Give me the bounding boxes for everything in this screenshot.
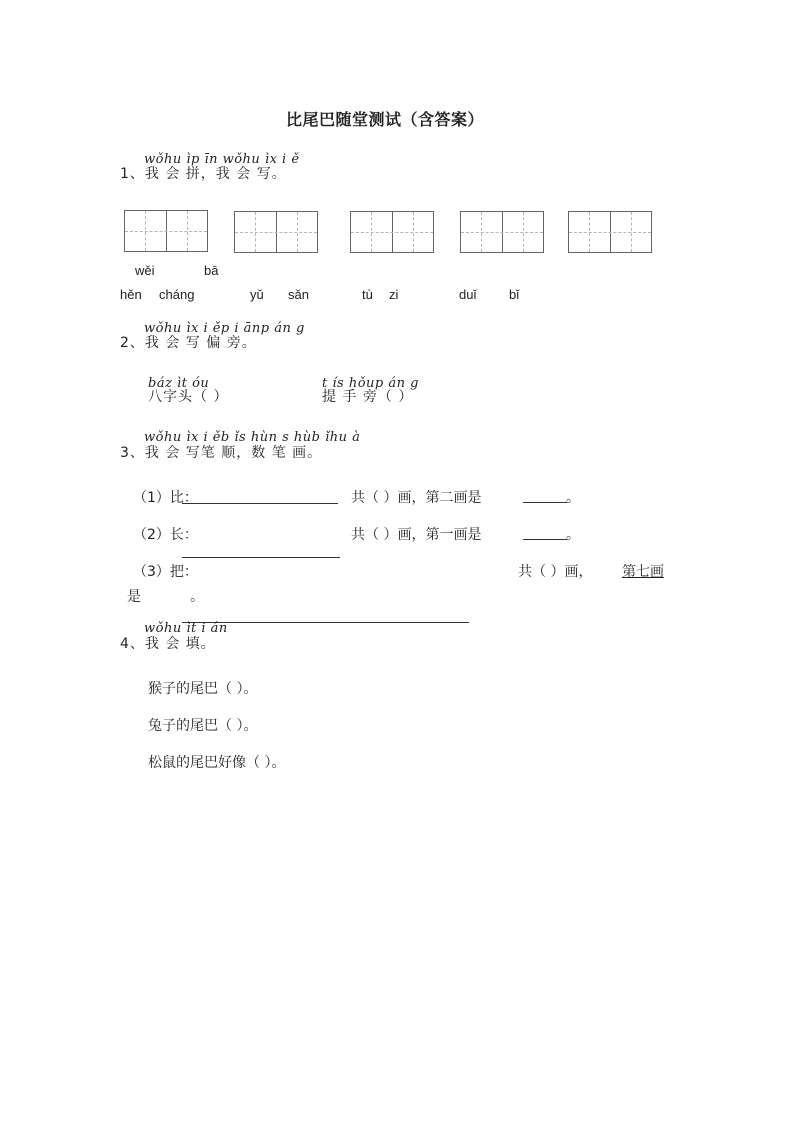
word-5-pinyin-1: duǐ <box>459 287 477 302</box>
word-2-pinyin-2: cháng <box>159 287 195 302</box>
q3-item2-answer-line[interactable] <box>182 557 340 558</box>
word-1-pinyin-1: wěi <box>135 263 155 278</box>
q1-label: 1、我 会 拼，我 会 写。 <box>120 166 287 182</box>
q3-item3-label: （3）把： <box>133 564 198 580</box>
q3-item1-label: （1）比： <box>133 490 198 506</box>
word-4-pinyin-2: zi <box>389 287 399 302</box>
word-1-pinyin-2: bā <box>204 263 219 278</box>
q4-item-1[interactable]: 猴子的尾巴（ ）。 <box>148 681 258 697</box>
writing-grid-5[interactable] <box>568 211 652 253</box>
q2-label: 2、我 会 写 偏 旁。 <box>120 335 257 351</box>
q3-item1-end: 。 <box>566 490 580 506</box>
q3-item3-end: 。 <box>190 589 204 605</box>
q2-pinyin: wǒhu ìx i ěp i ānp án g <box>144 321 305 336</box>
writing-grid-4[interactable] <box>460 211 544 253</box>
q3-item3-cont: 是 <box>127 589 141 605</box>
q2-item1[interactable]: 八字头（ ） <box>148 389 229 405</box>
word-5-pinyin-2: bǐ <box>509 287 520 302</box>
q3-label: 3、我 会 写笔 顺，数 笔 画。 <box>120 445 323 461</box>
q3-item1-count: 共（ ）画，第二画是 <box>351 490 482 506</box>
q3-item2-end: 。 <box>566 527 580 543</box>
q2-item1-pinyin: báz ìt óu <box>148 376 210 391</box>
q4-label: 4、我 会 填。 <box>120 636 216 652</box>
word-2-pinyin-1: hěn <box>120 287 142 302</box>
word-3-pinyin-1: yǔ <box>250 287 264 302</box>
q3-item2-count: 共（ ）画，第一画是 <box>351 527 482 543</box>
q3-item1-answer-line[interactable] <box>182 503 338 504</box>
q3-item1-stroke-line[interactable] <box>523 502 567 503</box>
page-title: 比尾巴随堂测试（含答案） <box>286 110 485 129</box>
q3-pinyin: wǒhu ìx i ěb ǐs hùn s hùb ǐhu à <box>144 430 361 445</box>
q2-item2-pinyin: t ís hǒup án g <box>322 376 419 391</box>
q4-pinyin: wǒhu ìt i án <box>144 621 228 636</box>
q3-item2-label: （2）长： <box>133 527 198 543</box>
q3-item3-tail: 第七画 <box>622 564 664 580</box>
writing-grid-3[interactable] <box>350 211 434 253</box>
q4-item-2[interactable]: 兔子的尾巴（ ）。 <box>148 718 258 734</box>
q1-pinyin: wǒhu ìp īn wǒhu ìx i ě <box>144 152 300 167</box>
word-4-pinyin-1: tù <box>362 287 373 302</box>
writing-grid-2[interactable] <box>234 211 318 253</box>
q2-item2[interactable]: 提 手 旁（ ） <box>322 389 414 405</box>
word-3-pinyin-2: sǎn <box>288 287 309 302</box>
writing-grid-1[interactable] <box>124 210 208 252</box>
q4-item-3[interactable]: 松鼠的尾巴好像（ ）。 <box>148 755 286 771</box>
q3-item3-count: 共（ ）画， <box>518 564 593 580</box>
q3-item2-stroke-line[interactable] <box>523 539 567 540</box>
